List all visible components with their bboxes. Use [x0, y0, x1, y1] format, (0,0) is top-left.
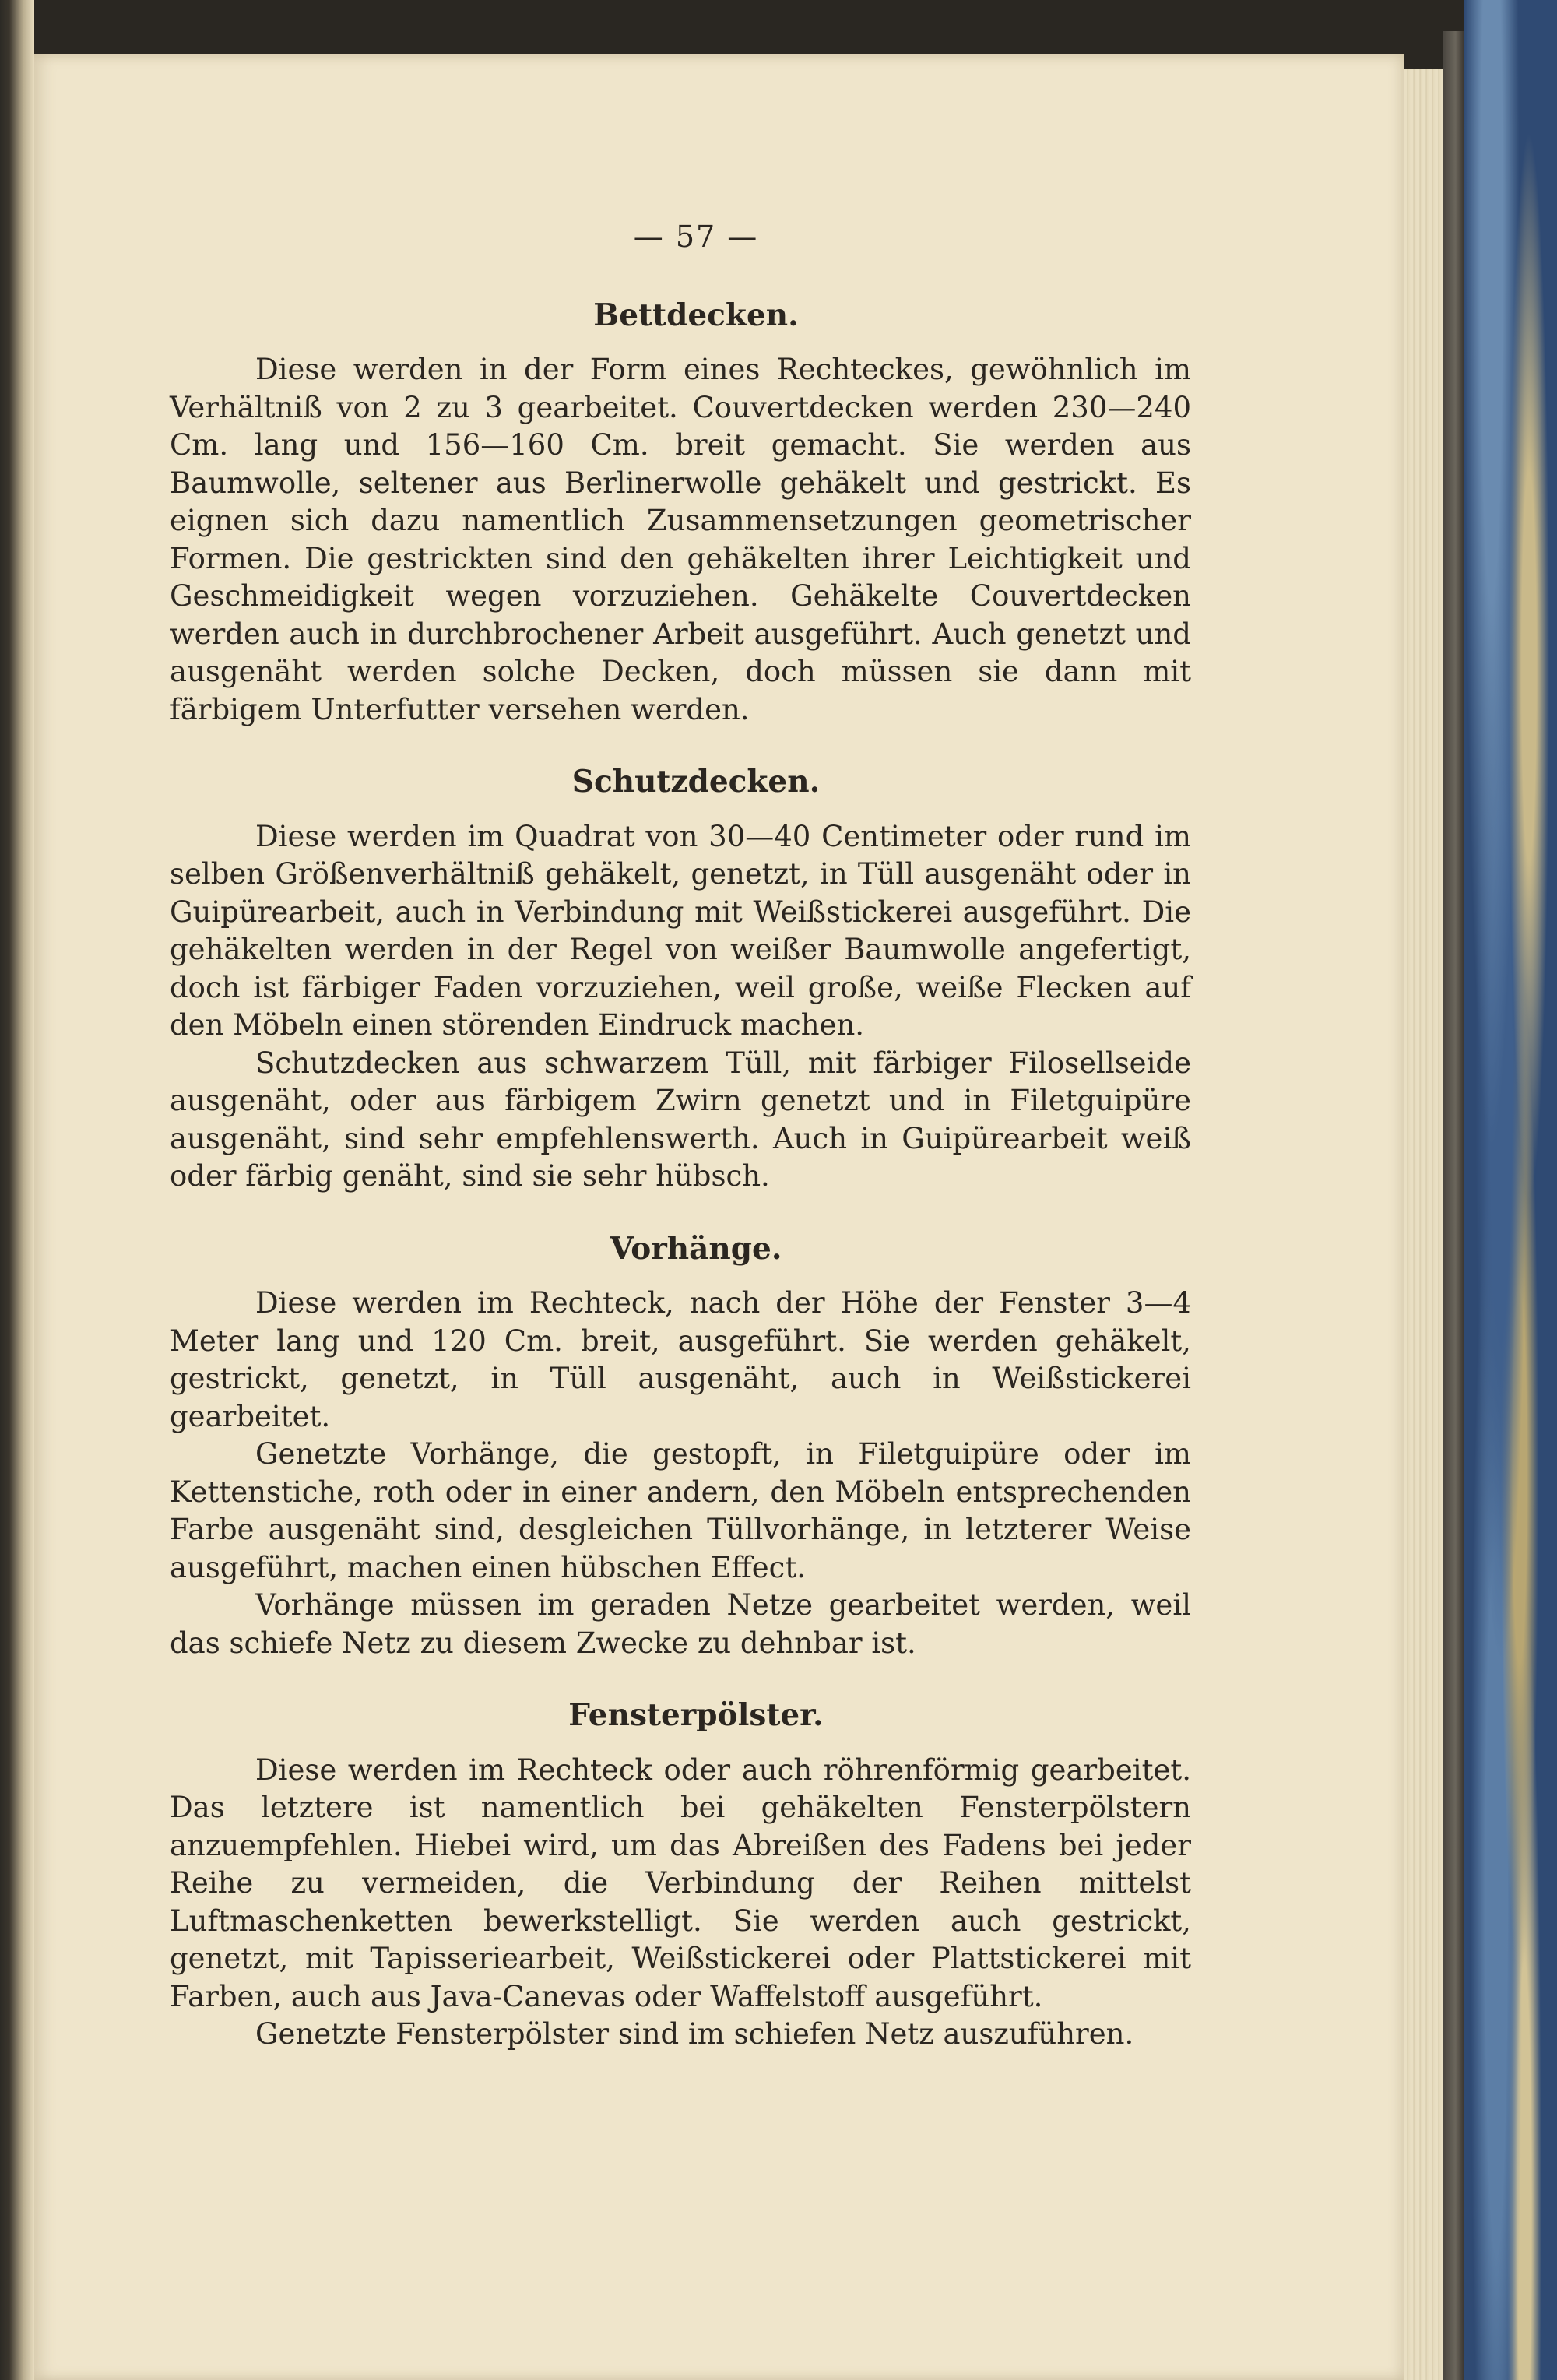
left-page-edge	[0, 0, 34, 2380]
section-bettdecken	[170, 297, 1191, 729]
paragraph: Genetzte Fensterpölster sind im schiefen Netz auszuführen.	[255, 2017, 1134, 2051]
paragraph: Diese werden im Rechteck, nach der Höhe der Fenster 3—4 Meter lang und 120 Cm. breit, ausgeführt. Sie werden gehäkelt, gestrickt, genetzt, in Tüll ausgenäht, auch in Weißstickerei gearbeitet.	[170, 1286, 1191, 1433]
paragraph: Vorhänge müssen im geraden Netze gearbeitet werden, weil das schiefe Netz zu diesem Zwecke zu dehnbar ist.	[170, 1588, 1191, 1660]
section-heading: Fensterpölster.	[568, 1697, 824, 1733]
paragraph: Diese werden im Quadrat von 30—40 Centimeter oder rund im selben Größenverhältniß gehäkelt, genetzt, in Tüll ausgenäht oder in Guipürearbeit, auch in Verbindung mit Weißstickerei ausgeführt. Die gehäkelten werden in der Regel von weißer Baumwolle angefertigt, doch ist färbiger Faden vorzuziehen, weil große, weiße Flecken auf den Möbeln einen störenden Eindruck machen.	[170, 819, 1191, 1042]
page-text	[170, 218, 1191, 2054]
section-heading: Bettdecken.	[593, 297, 799, 333]
cover-binding-edge	[1443, 31, 1464, 2380]
marbled-book-cover	[1464, 0, 1557, 2380]
page-number: — 57 —	[633, 220, 759, 254]
section-fensterpoelster	[170, 1696, 1191, 2054]
paragraph: Diese werden in der Form eines Rechteckes, gewöhnlich im Verhältniß von 2 zu 3 gearbeitet. Couvertdecken werden 230—240 Cm. lang und 156—160 Cm. breit gemacht. Sie werden aus Baumwolle, seltener aus Berlinerwolle gehäkelt und gestrickt. Es eignen sich dazu namentlich Zusammensetzungen geometrischer Formen. Die gestrickten sind den gehäkelten ihrer Leichtigkeit und Geschmeidigkeit wegen vorzuziehen. Gehäkelte Couvertdecken werden auch in durchbrochener Arbeit ausgeführt. Auch genetzt und ausgenäht werden solche Decken, doch müssen sie dann mit färbigem Unterfutter versehen werden.	[170, 353, 1191, 726]
section-schutzdecken	[170, 763, 1191, 1196]
paragraph: Schutzdecken aus schwarzem Tüll, mit färbiger Filosellseide ausgenäht, oder aus färbigem Zwirn genetzt und in Filetguipüre ausgenäht, sind sehr empfehlenswerth. Auch in Guipürearbeit weiß oder färbig genäht, sind sie sehr hübsch.	[170, 1046, 1191, 1193]
section-heading: Vorhänge.	[610, 1230, 782, 1267]
section-vorhaenge	[170, 1230, 1191, 1663]
page-stack-edge	[1404, 69, 1443, 2380]
paragraph: Diese werden im Rechteck oder auch röhrenförmig gearbeitet. Das letztere ist namentlich bei gehäkelten Fensterpölstern anzuempfehlen. Hiebei wird, um das Abreißen des Fadens bei jeder Reihe zu vermeiden, die Verbindung der Reihen mittelst Luftmaschenketten bewerkstelligt. Sie werden auch gestrickt, genetzt, mit Tapisseriearbeit, Weißstickerei oder Plattstickerei mit Farben, auch aus Java-Canevas oder Waffelstoff ausgeführt.	[170, 1752, 1191, 2013]
paragraph: Genetzte Vorhänge, die gestopft, in Filetguipüre oder im Kettenstiche, roth oder in einer andern, den Möbeln entsprechenden Farbe ausgenäht sind, desgleichen Tüllvorhänge, in letzterer Weise ausgeführt, machen einen hübschen Effect.	[170, 1437, 1191, 1584]
section-heading: Schutzdecken.	[571, 764, 821, 800]
